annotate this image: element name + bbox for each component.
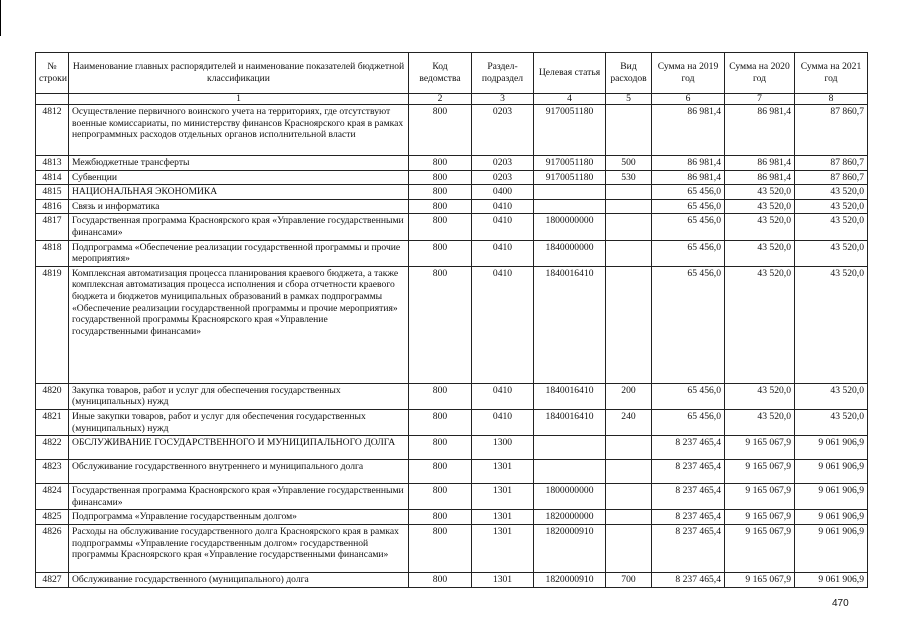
row-code: 800 bbox=[409, 572, 472, 587]
table-row bbox=[36, 240, 868, 266]
row-name: Подпрограмма «Обеспечение реализации государственной программы и прочие мероприятия» bbox=[69, 240, 409, 266]
row-name: Субвенции bbox=[69, 170, 409, 185]
row-code: 800 bbox=[409, 156, 472, 171]
colnum-cell: 3 bbox=[472, 94, 534, 105]
page-number: 470 bbox=[832, 598, 849, 609]
row-sum-2020: 86 981,4 bbox=[725, 156, 795, 171]
row-sum-2021: 43 520,0 bbox=[795, 199, 868, 214]
row-sum-2021: 43 520,0 bbox=[795, 214, 868, 240]
row-code: 800 bbox=[409, 199, 472, 214]
row-sum-2020: 9 165 067,9 bbox=[725, 436, 795, 460]
row-name: Расходы на обслуживание государственного долга Красноярского края в рамках подпрограммы «Управление государственным долгом» государственной программы Красноярского края «Управление государственными финансами» bbox=[69, 524, 409, 572]
row-sum-2020: 9 165 067,9 bbox=[725, 524, 795, 572]
row-number: 4819 bbox=[36, 266, 69, 383]
row-number: 4825 bbox=[36, 510, 69, 525]
header-2021: Сумма на 2021 год bbox=[795, 53, 868, 94]
row-name: ОБСЛУЖИВАНИЕ ГОСУДАРСТВЕННОГО И МУНИЦИПАЛЬНОГО ДОЛГА bbox=[69, 436, 409, 460]
row-sum-2020: 43 520,0 bbox=[725, 240, 795, 266]
row-type: 500 bbox=[606, 156, 652, 171]
colnum-cell: 5 bbox=[606, 94, 652, 105]
row-name: Обслуживание государственного (муниципального) долга bbox=[69, 572, 409, 587]
row-target: 9170051180 bbox=[534, 170, 606, 185]
row-target: 9170051180 bbox=[534, 156, 606, 171]
colnum-cell: 2 bbox=[409, 94, 472, 105]
colnum-cell bbox=[36, 94, 69, 105]
row-code: 800 bbox=[409, 185, 472, 200]
row-section: 0400 bbox=[472, 185, 534, 200]
row-name: Иные закупки товаров, работ и услуг для обеспечения государственных (муниципальных) нужд bbox=[69, 409, 409, 435]
row-sum-2019: 8 237 465,4 bbox=[652, 510, 725, 525]
row-code: 800 bbox=[409, 105, 472, 156]
row-sum-2020: 9 165 067,9 bbox=[725, 484, 795, 510]
colnum-cell: 7 bbox=[725, 94, 795, 105]
row-section: 1301 bbox=[472, 510, 534, 525]
row-section: 1300 bbox=[472, 436, 534, 460]
row-sum-2020: 43 520,0 bbox=[725, 409, 795, 435]
row-name: Закупка товаров, работ и услуг для обеспечения государственных (муниципальных) нужд bbox=[69, 383, 409, 409]
table-row bbox=[36, 383, 868, 409]
colnum-cell: 4 bbox=[534, 94, 606, 105]
colnum-cell: 1 bbox=[69, 94, 409, 105]
row-target bbox=[534, 185, 606, 200]
row-section: 0410 bbox=[472, 383, 534, 409]
row-number: 4827 bbox=[36, 572, 69, 587]
row-sum-2020: 9 165 067,9 bbox=[725, 510, 795, 525]
table-row bbox=[36, 105, 868, 156]
row-section: 0410 bbox=[472, 199, 534, 214]
row-sum-2020: 86 981,4 bbox=[725, 105, 795, 156]
table-row bbox=[36, 266, 868, 383]
row-sum-2020: 9 165 067,9 bbox=[725, 460, 795, 484]
row-name: Межбюджетные трансферты bbox=[69, 156, 409, 171]
row-section: 1301 bbox=[472, 524, 534, 572]
row-sum-2021: 87 860,7 bbox=[795, 156, 868, 171]
row-sum-2019: 8 237 465,4 bbox=[652, 436, 725, 460]
row-number: 4815 bbox=[36, 185, 69, 200]
row-code: 800 bbox=[409, 240, 472, 266]
row-name: Обслуживание государственного внутреннего и муниципального долга bbox=[69, 460, 409, 484]
row-code: 800 bbox=[409, 266, 472, 383]
table-row bbox=[36, 572, 868, 587]
header-section: Раздел-подраздел bbox=[472, 53, 534, 94]
row-target: 1840016410 bbox=[534, 409, 606, 435]
row-sum-2020: 43 520,0 bbox=[725, 199, 795, 214]
row-target: 1800000000 bbox=[534, 484, 606, 510]
row-code: 800 bbox=[409, 214, 472, 240]
header-type: Вид расходов bbox=[606, 53, 652, 94]
row-section: 1301 bbox=[472, 572, 534, 587]
row-type bbox=[606, 185, 652, 200]
table-row bbox=[36, 170, 868, 185]
row-target bbox=[534, 199, 606, 214]
row-sum-2019: 86 981,4 bbox=[652, 156, 725, 171]
row-sum-2021: 9 061 906,9 bbox=[795, 460, 868, 484]
row-sum-2019: 65 456,0 bbox=[652, 240, 725, 266]
row-sum-2021: 9 061 906,9 bbox=[795, 510, 868, 525]
header-2019: Сумма на 2019 год bbox=[652, 53, 725, 94]
row-sum-2020: 43 520,0 bbox=[725, 266, 795, 383]
column-number-row bbox=[36, 94, 868, 105]
row-target: 1840016410 bbox=[534, 266, 606, 383]
row-sum-2021: 43 520,0 bbox=[795, 266, 868, 383]
row-sum-2020: 86 981,4 bbox=[725, 170, 795, 185]
row-sum-2021: 43 520,0 bbox=[795, 383, 868, 409]
header-target: Целевая статья bbox=[534, 53, 606, 94]
row-sum-2020: 43 520,0 bbox=[725, 185, 795, 200]
row-number: 4826 bbox=[36, 524, 69, 572]
row-type bbox=[606, 240, 652, 266]
row-code: 800 bbox=[409, 409, 472, 435]
table-row bbox=[36, 524, 868, 572]
row-sum-2021: 9 061 906,9 bbox=[795, 436, 868, 460]
row-number: 4816 bbox=[36, 199, 69, 214]
row-type bbox=[606, 510, 652, 525]
row-number: 4813 bbox=[36, 156, 69, 171]
header-row bbox=[36, 53, 868, 94]
row-type bbox=[606, 524, 652, 572]
row-number: 4812 bbox=[36, 105, 69, 156]
row-section: 0203 bbox=[472, 170, 534, 185]
row-type bbox=[606, 436, 652, 460]
row-number: 4818 bbox=[36, 240, 69, 266]
row-type bbox=[606, 460, 652, 484]
row-sum-2021: 43 520,0 bbox=[795, 240, 868, 266]
row-sum-2019: 86 981,4 bbox=[652, 105, 725, 156]
row-number: 4817 bbox=[36, 214, 69, 240]
row-section: 0203 bbox=[472, 156, 534, 171]
row-type: 700 bbox=[606, 572, 652, 587]
row-type: 200 bbox=[606, 383, 652, 409]
row-code: 800 bbox=[409, 460, 472, 484]
row-sum-2019: 65 456,0 bbox=[652, 214, 725, 240]
row-name: Комплексная автоматизация процесса планирования краевого бюджета, а также комплексная автоматизация процесса исполнения и сбора отчетности краевого бюджета и бюджетов муниципальных образований в рамках подпрограммы «Обеспечение реализации государственной программы и прочие мероприятия» государственной программы Красноярского края «Управление государственными финансами» bbox=[69, 266, 409, 383]
row-sum-2019: 86 981,4 bbox=[652, 170, 725, 185]
row-sum-2021: 87 860,7 bbox=[795, 105, 868, 156]
row-section: 0410 bbox=[472, 409, 534, 435]
row-sum-2020: 43 520,0 bbox=[725, 214, 795, 240]
row-section: 0203 bbox=[472, 105, 534, 156]
header-2020: Сумма на 2020 год bbox=[725, 53, 795, 94]
row-sum-2019: 65 456,0 bbox=[652, 409, 725, 435]
row-number: 4821 bbox=[36, 409, 69, 435]
table-row bbox=[36, 214, 868, 240]
table-row bbox=[36, 436, 868, 460]
row-code: 800 bbox=[409, 524, 472, 572]
row-code: 800 bbox=[409, 484, 472, 510]
left-margin-rule bbox=[0, 0, 1, 36]
row-section: 0410 bbox=[472, 240, 534, 266]
row-number: 4822 bbox=[36, 436, 69, 460]
row-sum-2019: 65 456,0 bbox=[652, 199, 725, 214]
row-sum-2019: 8 237 465,4 bbox=[652, 572, 725, 587]
row-sum-2019: 8 237 465,4 bbox=[652, 524, 725, 572]
row-sum-2020: 9 165 067,9 bbox=[725, 572, 795, 587]
row-target: 9170051180 bbox=[534, 105, 606, 156]
row-target: 1800000000 bbox=[534, 214, 606, 240]
row-section: 1301 bbox=[472, 460, 534, 484]
row-target bbox=[534, 436, 606, 460]
colnum-cell: 8 bbox=[795, 94, 868, 105]
row-name: НАЦИОНАЛЬНАЯ ЭКОНОМИКА bbox=[69, 185, 409, 200]
row-name: Государственная программа Красноярского края «Управление государственными финансами» bbox=[69, 214, 409, 240]
row-number: 4814 bbox=[36, 170, 69, 185]
row-sum-2019: 65 456,0 bbox=[652, 266, 725, 383]
table-row bbox=[36, 199, 868, 214]
row-section: 0410 bbox=[472, 266, 534, 383]
row-sum-2021: 43 520,0 bbox=[795, 409, 868, 435]
row-section: 0410 bbox=[472, 214, 534, 240]
row-target: 1840000000 bbox=[534, 240, 606, 266]
header-num: № строки bbox=[36, 53, 69, 94]
row-section: 1301 bbox=[472, 484, 534, 510]
row-name: Государственная программа Красноярского края «Управление государственными финансами» bbox=[69, 484, 409, 510]
row-number: 4823 bbox=[36, 460, 69, 484]
row-type bbox=[606, 199, 652, 214]
row-code: 800 bbox=[409, 383, 472, 409]
row-code: 800 bbox=[409, 510, 472, 525]
row-name: Связь и информатика bbox=[69, 199, 409, 214]
table-row bbox=[36, 460, 868, 484]
row-target: 1820000910 bbox=[534, 524, 606, 572]
row-sum-2021: 43 520,0 bbox=[795, 185, 868, 200]
row-number: 4820 bbox=[36, 383, 69, 409]
header-code: Код ведомства bbox=[409, 53, 472, 94]
budget-table bbox=[35, 52, 868, 588]
table-row bbox=[36, 510, 868, 525]
row-number: 4824 bbox=[36, 484, 69, 510]
row-target: 1820000910 bbox=[534, 572, 606, 587]
table-row bbox=[36, 409, 868, 435]
row-name: Подпрограмма «Управление государственным долгом» bbox=[69, 510, 409, 525]
row-type bbox=[606, 214, 652, 240]
table-row bbox=[36, 185, 868, 200]
row-type: 530 bbox=[606, 170, 652, 185]
row-target: 1840016410 bbox=[534, 383, 606, 409]
row-code: 800 bbox=[409, 436, 472, 460]
row-sum-2019: 8 237 465,4 bbox=[652, 484, 725, 510]
row-sum-2021: 9 061 906,9 bbox=[795, 572, 868, 587]
row-type bbox=[606, 484, 652, 510]
row-sum-2021: 87 860,7 bbox=[795, 170, 868, 185]
row-type bbox=[606, 266, 652, 383]
row-type bbox=[606, 105, 652, 156]
table-row bbox=[36, 484, 868, 510]
row-target bbox=[534, 460, 606, 484]
row-type: 240 bbox=[606, 409, 652, 435]
row-sum-2019: 8 237 465,4 bbox=[652, 460, 725, 484]
colnum-cell: 6 bbox=[652, 94, 725, 105]
row-name: Осуществление первичного воинского учета на территориях, где отсутствуют военные комиссариаты, по министерству финансов Красноярского края в рамках непрограммных расходов отдельных органов исполнительной власти bbox=[69, 105, 409, 156]
header-name: Наименование главных распорядителей и наименование показателей бюджетной классификации bbox=[69, 53, 409, 94]
row-code: 800 bbox=[409, 170, 472, 185]
row-sum-2019: 65 456,0 bbox=[652, 383, 725, 409]
row-target: 1820000000 bbox=[534, 510, 606, 525]
row-sum-2020: 43 520,0 bbox=[725, 383, 795, 409]
row-sum-2021: 9 061 906,9 bbox=[795, 524, 868, 572]
row-sum-2019: 65 456,0 bbox=[652, 185, 725, 200]
table-row bbox=[36, 156, 868, 171]
row-sum-2021: 9 061 906,9 bbox=[795, 484, 868, 510]
